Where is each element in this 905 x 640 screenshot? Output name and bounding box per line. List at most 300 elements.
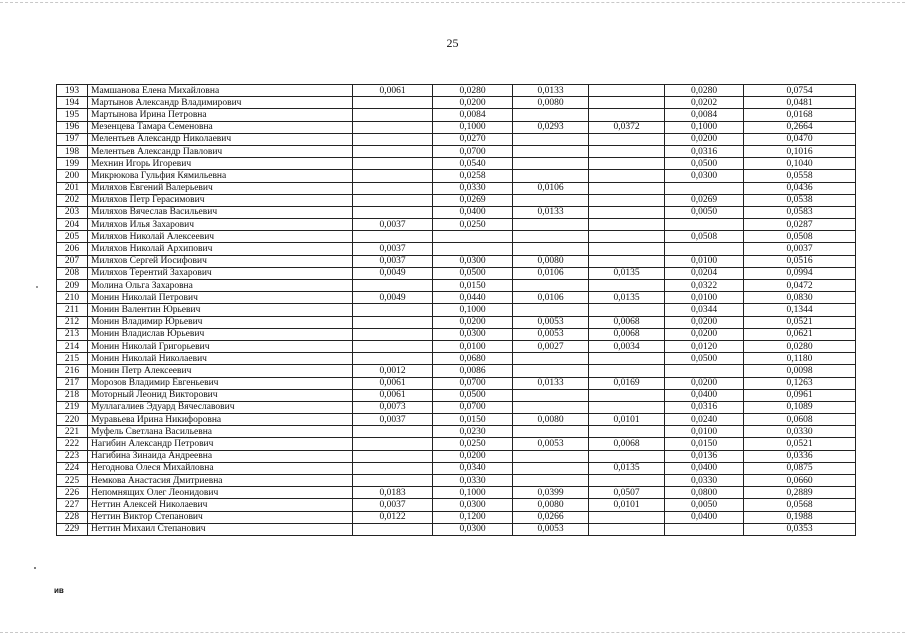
row-number: 196 (57, 121, 88, 133)
value-cell (513, 109, 589, 121)
table-row (57, 170, 856, 182)
value-cell (589, 280, 665, 292)
table-row (57, 292, 856, 304)
value-cell: 0,0150 (665, 438, 744, 450)
row-number: 216 (57, 365, 88, 377)
total-cell: 0,0621 (744, 328, 856, 340)
value-cell: 0,0500 (433, 267, 513, 279)
table-row (57, 340, 856, 352)
value-cell (353, 426, 433, 438)
value-cell (665, 219, 744, 231)
total-cell: 0,0353 (744, 523, 856, 535)
row-number: 225 (57, 475, 88, 487)
table-row (57, 158, 856, 170)
total-cell: 0,0568 (744, 499, 856, 511)
total-cell: 0,0168 (744, 109, 856, 121)
value-cell: 0,0061 (353, 389, 433, 401)
value-cell: 0,0061 (353, 85, 433, 97)
value-cell (353, 340, 433, 352)
value-cell (589, 231, 665, 243)
row-number: 229 (57, 523, 88, 535)
value-cell (589, 85, 665, 97)
person-name: Нагибин Александр Петрович (88, 438, 353, 450)
value-cell (589, 109, 665, 121)
value-cell: 0,0100 (433, 340, 513, 352)
table-row (57, 328, 856, 340)
value-cell: 0,0133 (513, 206, 589, 218)
value-cell (353, 328, 433, 340)
value-cell (589, 401, 665, 413)
value-cell: 0,0400 (665, 389, 744, 401)
value-cell: 0,0500 (665, 353, 744, 365)
value-cell: 0,0280 (433, 85, 513, 97)
value-cell: 0,0300 (433, 499, 513, 511)
person-name: Монин Владислав Юрьевич (88, 328, 353, 340)
table-row (57, 219, 856, 231)
value-cell (513, 133, 589, 145)
total-cell: 0,0436 (744, 182, 856, 194)
person-name: Миляхов Николай Алексеевич (88, 231, 353, 243)
value-cell: 0,0258 (433, 170, 513, 182)
value-cell (353, 206, 433, 218)
value-cell (353, 145, 433, 157)
value-cell: 0,0330 (665, 475, 744, 487)
row-number: 200 (57, 170, 88, 182)
table-row (57, 206, 856, 218)
value-cell (589, 426, 665, 438)
value-cell: 0,0122 (353, 511, 433, 523)
value-cell: 0,0293 (513, 121, 589, 133)
value-cell (589, 145, 665, 157)
value-cell (513, 219, 589, 231)
table-row (57, 438, 856, 450)
total-cell: 0,0558 (744, 170, 856, 182)
value-cell: 0,0080 (513, 414, 589, 426)
person-name: Миляхов Петр Герасимович (88, 194, 353, 206)
value-cell: 0,0150 (433, 414, 513, 426)
value-cell (589, 158, 665, 170)
value-cell (513, 462, 589, 474)
total-cell: 0,0521 (744, 316, 856, 328)
scan-top-edge (0, 2, 905, 3)
total-cell: 0,1089 (744, 401, 856, 413)
table-row (57, 85, 856, 97)
person-name: Микрюкова Гульфия Кямильевна (88, 170, 353, 182)
value-cell: 0,0440 (433, 292, 513, 304)
value-cell: 0,0068 (589, 316, 665, 328)
value-cell: 0,0049 (353, 267, 433, 279)
person-name: Миляхов Сергей Иосифович (88, 255, 353, 267)
row-number: 226 (57, 487, 88, 499)
row-number: 203 (57, 206, 88, 218)
table-row (57, 475, 856, 487)
value-cell: 0,1000 (433, 304, 513, 316)
value-cell: 0,0135 (589, 292, 665, 304)
value-cell (353, 194, 433, 206)
value-cell: 0,0050 (665, 206, 744, 218)
value-cell: 0,0106 (513, 182, 589, 194)
value-cell: 0,1000 (433, 121, 513, 133)
row-number: 194 (57, 97, 88, 109)
value-cell: 0,1200 (433, 511, 513, 523)
table-row (57, 121, 856, 133)
person-name: Миляхов Терентий Захарович (88, 267, 353, 279)
value-cell: 0,0037 (353, 414, 433, 426)
person-name: Мелентьев Александр Павлович (88, 145, 353, 157)
value-cell: 0,0800 (665, 487, 744, 499)
person-name: Мамшанова Елена Михайловна (88, 85, 353, 97)
value-cell: 0,0169 (589, 377, 665, 389)
row-number: 197 (57, 133, 88, 145)
table-row (57, 377, 856, 389)
value-cell (353, 462, 433, 474)
row-number: 193 (57, 85, 88, 97)
value-cell (513, 194, 589, 206)
page-number: 25 (446, 36, 459, 50)
value-cell: 0,0400 (433, 206, 513, 218)
value-cell: 0,0269 (433, 194, 513, 206)
value-cell (353, 353, 433, 365)
total-cell: 0,0754 (744, 85, 856, 97)
value-cell: 0,0068 (589, 328, 665, 340)
value-cell (513, 475, 589, 487)
total-cell: 0,0660 (744, 475, 856, 487)
value-cell: 0,0150 (433, 280, 513, 292)
total-cell: 0,0508 (744, 231, 856, 243)
value-cell: 0,0240 (665, 414, 744, 426)
table-row (57, 182, 856, 194)
value-cell: 0,0399 (513, 487, 589, 499)
value-cell (589, 243, 665, 255)
total-cell: 0,1016 (744, 145, 856, 157)
person-name: Неттин Алексей Николаевич (88, 499, 353, 511)
value-cell (589, 511, 665, 523)
value-cell: 0,0027 (513, 340, 589, 352)
person-name: Моторный Леонид Викторович (88, 389, 353, 401)
scan-bottom-edge (0, 632, 905, 633)
value-cell: 0,0270 (433, 133, 513, 145)
value-cell (589, 182, 665, 194)
table-row (57, 194, 856, 206)
person-name: Мартынова Ирина Петровна (88, 109, 353, 121)
person-name: Монин Николай Григорьевич (88, 340, 353, 352)
value-cell: 0,0330 (433, 182, 513, 194)
person-name: Непомнящих Олег Леонидович (88, 487, 353, 499)
table-row (57, 316, 856, 328)
row-number: 211 (57, 304, 88, 316)
row-number: 222 (57, 438, 88, 450)
value-cell: 0,0034 (589, 340, 665, 352)
value-cell (433, 243, 513, 255)
value-cell (513, 450, 589, 462)
value-cell: 0,0080 (513, 255, 589, 267)
value-cell (353, 438, 433, 450)
value-cell: 0,0269 (665, 194, 744, 206)
value-cell (353, 450, 433, 462)
total-cell: 0,1988 (744, 511, 856, 523)
value-cell (665, 182, 744, 194)
value-cell: 0,0135 (589, 462, 665, 474)
value-cell: 0,0400 (665, 462, 744, 474)
total-cell: 0,0516 (744, 255, 856, 267)
row-number: 220 (57, 414, 88, 426)
row-number: 201 (57, 182, 88, 194)
table-row (57, 280, 856, 292)
value-cell: 0,0204 (665, 267, 744, 279)
total-cell: 0,0330 (744, 426, 856, 438)
table-row (57, 145, 856, 157)
person-name: Монин Николай Николаевич (88, 353, 353, 365)
value-cell (665, 523, 744, 535)
value-cell (353, 280, 433, 292)
table-row (57, 304, 856, 316)
value-cell: 0,0200 (433, 97, 513, 109)
value-cell: 0,0300 (665, 170, 744, 182)
person-name: Монин Владимир Юрьевич (88, 316, 353, 328)
person-name: Миляхов Евгений Валерьевич (88, 182, 353, 194)
value-cell: 0,0073 (353, 401, 433, 413)
row-number: 198 (57, 145, 88, 157)
table-row (57, 511, 856, 523)
value-cell: 0,0068 (589, 438, 665, 450)
row-number: 207 (57, 255, 88, 267)
value-cell: 0,0053 (513, 328, 589, 340)
value-cell (589, 219, 665, 231)
value-cell (589, 255, 665, 267)
row-number: 215 (57, 353, 88, 365)
total-cell: 0,0961 (744, 389, 856, 401)
value-cell: 0,0101 (589, 414, 665, 426)
table-row (57, 255, 856, 267)
total-cell: 0,1180 (744, 353, 856, 365)
table-row (57, 389, 856, 401)
value-cell (589, 206, 665, 218)
value-cell: 0,0250 (433, 438, 513, 450)
row-number: 214 (57, 340, 88, 352)
value-cell (353, 97, 433, 109)
value-cell: 0,0300 (433, 328, 513, 340)
person-name: Нагибина Зинаида Андреевна (88, 450, 353, 462)
value-cell: 0,1000 (665, 121, 744, 133)
total-cell: 0,0336 (744, 450, 856, 462)
table-row (57, 499, 856, 511)
value-cell (513, 231, 589, 243)
value-cell: 0,0500 (665, 158, 744, 170)
value-cell (589, 450, 665, 462)
row-number: 227 (57, 499, 88, 511)
value-cell (665, 365, 744, 377)
table-row (57, 231, 856, 243)
total-cell: 0,1344 (744, 304, 856, 316)
value-cell: 0,0500 (433, 389, 513, 401)
value-cell (513, 389, 589, 401)
table-row (57, 353, 856, 365)
row-number: 206 (57, 243, 88, 255)
total-cell: 0,1263 (744, 377, 856, 389)
value-cell (353, 304, 433, 316)
value-cell: 0,0136 (665, 450, 744, 462)
table-row (57, 243, 856, 255)
value-cell (513, 401, 589, 413)
row-number: 224 (57, 462, 88, 474)
person-name: Миляхов Вячеслав Васильевич (88, 206, 353, 218)
value-cell: 0,0300 (433, 255, 513, 267)
value-cell: 0,0250 (433, 219, 513, 231)
table-row (57, 267, 856, 279)
person-name: Мезенцева Тамара Семеновна (88, 121, 353, 133)
value-cell: 0,0037 (353, 243, 433, 255)
value-cell (589, 389, 665, 401)
person-name: Мехнин Игорь Игоревич (88, 158, 353, 170)
person-name: Неттин Михаил Степанович (88, 523, 353, 535)
row-number: 221 (57, 426, 88, 438)
row-number: 228 (57, 511, 88, 523)
person-name: Муравьева Ирина Никифоровна (88, 414, 353, 426)
row-number: 195 (57, 109, 88, 121)
value-cell: 0,0700 (433, 401, 513, 413)
value-cell: 0,0680 (433, 353, 513, 365)
total-cell: 0,0521 (744, 438, 856, 450)
table-row (57, 365, 856, 377)
value-cell: 0,0101 (589, 499, 665, 511)
value-cell: 0,0322 (665, 280, 744, 292)
value-cell (353, 158, 433, 170)
value-cell: 0,0037 (353, 255, 433, 267)
value-cell: 0,0084 (665, 109, 744, 121)
row-number: 219 (57, 401, 88, 413)
value-cell (589, 133, 665, 145)
value-cell: 0,0508 (665, 231, 744, 243)
person-name: Монин Петр Алексеевич (88, 365, 353, 377)
value-cell: 0,0049 (353, 292, 433, 304)
total-cell: 0,0608 (744, 414, 856, 426)
table-row (57, 523, 856, 535)
value-cell (353, 475, 433, 487)
scan-speck (36, 286, 38, 288)
value-cell: 0,0200 (433, 450, 513, 462)
value-cell (513, 280, 589, 292)
total-cell: 0,0280 (744, 340, 856, 352)
value-cell (513, 243, 589, 255)
row-number: 212 (57, 316, 88, 328)
row-number: 205 (57, 231, 88, 243)
total-cell: 0,0875 (744, 462, 856, 474)
value-cell: 0,0330 (433, 475, 513, 487)
value-cell: 0,0300 (433, 523, 513, 535)
total-cell: 0,0994 (744, 267, 856, 279)
person-name: Неттин Виктор Степанович (88, 511, 353, 523)
table-row (57, 462, 856, 474)
total-cell: 0,0470 (744, 133, 856, 145)
total-cell: 0,2889 (744, 487, 856, 499)
value-cell: 0,0053 (513, 438, 589, 450)
value-cell (513, 170, 589, 182)
value-cell: 0,0266 (513, 511, 589, 523)
value-cell: 0,0340 (433, 462, 513, 474)
total-cell: 0,0481 (744, 97, 856, 109)
value-cell (589, 97, 665, 109)
person-name: Миляхов Николай Архипович (88, 243, 353, 255)
value-cell: 0,0700 (433, 145, 513, 157)
person-name: Молина Ольга Захаровна (88, 280, 353, 292)
value-cell: 0,0316 (665, 401, 744, 413)
value-cell (353, 182, 433, 194)
value-cell (353, 121, 433, 133)
footer-mark: ив (54, 586, 64, 595)
value-cell: 0,0230 (433, 426, 513, 438)
total-cell: 0,0830 (744, 292, 856, 304)
value-cell: 0,0316 (665, 145, 744, 157)
row-number: 208 (57, 267, 88, 279)
value-cell (589, 365, 665, 377)
value-cell: 0,0100 (665, 426, 744, 438)
row-number: 223 (57, 450, 88, 462)
value-cell: 0,0100 (665, 255, 744, 267)
value-cell: 0,0280 (665, 85, 744, 97)
table-row (57, 133, 856, 145)
table-row (57, 414, 856, 426)
value-cell: 0,0053 (513, 316, 589, 328)
value-cell: 0,0507 (589, 487, 665, 499)
table-row (57, 109, 856, 121)
scan-speck (34, 567, 36, 569)
person-name: Миляхов Илья Захарович (88, 219, 353, 231)
value-cell: 0,0061 (353, 377, 433, 389)
total-cell: 0,0538 (744, 194, 856, 206)
person-name: Муллагалиев Эдуард Вячеславович (88, 401, 353, 413)
row-number: 210 (57, 292, 88, 304)
value-cell (353, 109, 433, 121)
value-cell: 0,0012 (353, 365, 433, 377)
row-number: 204 (57, 219, 88, 231)
row-number: 218 (57, 389, 88, 401)
value-cell (353, 170, 433, 182)
value-cell (589, 523, 665, 535)
value-cell: 0,0106 (513, 267, 589, 279)
total-cell: 0,0472 (744, 280, 856, 292)
value-cell: 0,1000 (433, 487, 513, 499)
value-cell (513, 158, 589, 170)
value-cell: 0,0086 (433, 365, 513, 377)
table-row (57, 487, 856, 499)
value-cell (589, 353, 665, 365)
value-cell: 0,0037 (353, 499, 433, 511)
value-cell: 0,0202 (665, 97, 744, 109)
value-cell (353, 133, 433, 145)
value-cell: 0,0053 (513, 523, 589, 535)
value-cell (589, 194, 665, 206)
shareholder-table (56, 84, 856, 536)
total-cell: 0,1040 (744, 158, 856, 170)
value-cell (513, 426, 589, 438)
value-cell: 0,0200 (665, 316, 744, 328)
value-cell (589, 170, 665, 182)
table-row (57, 450, 856, 462)
value-cell: 0,0344 (665, 304, 744, 316)
value-cell (353, 523, 433, 535)
value-cell (353, 316, 433, 328)
value-cell: 0,0135 (589, 267, 665, 279)
row-number: 213 (57, 328, 88, 340)
value-cell: 0,0120 (665, 340, 744, 352)
value-cell (589, 475, 665, 487)
row-number: 217 (57, 377, 88, 389)
value-cell (513, 145, 589, 157)
value-cell: 0,0700 (433, 377, 513, 389)
value-cell: 0,0200 (433, 316, 513, 328)
person-name: Негоднова Олеся Михайловна (88, 462, 353, 474)
total-cell: 0,0037 (744, 243, 856, 255)
